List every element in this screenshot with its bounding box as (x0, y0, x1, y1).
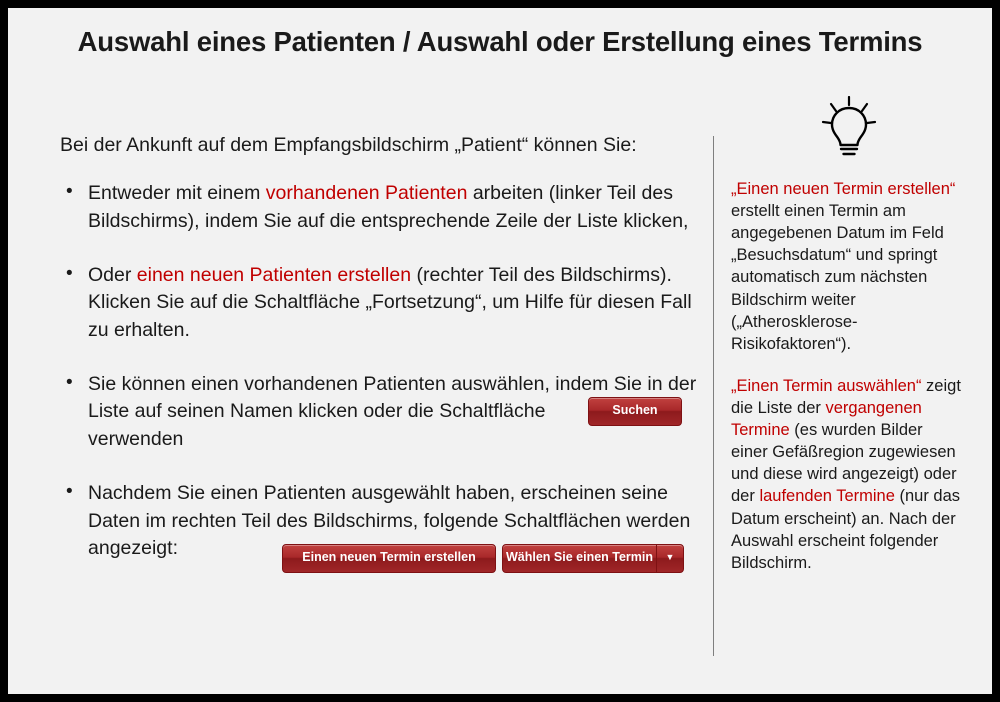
note-2-text-2: (es wurden Bilder einer Gefäßregion zugewiesen und diese wird angezeigt) oder der (731, 421, 957, 506)
note-2-lead-highlight: „Einen Termin auswählen“ (731, 376, 922, 395)
create-new-appointment-button[interactable]: Einen neuen Termin erstellen (282, 544, 496, 573)
select-appointment-label[interactable]: Wählen Sie einen Termin (503, 545, 657, 572)
bullet-2-text-after: (rechter Teil des Bildschirms). Klicken Sie auf die Schaltfläche „Fortsetzung“, um Hilfe für diesen Fall zu erhalten. (88, 263, 692, 342)
search-button[interactable]: Suchen (588, 397, 682, 426)
note-1-text: erstellt einen Termin am angegebenen Datum im Feld „Besuchsdatum“ und springt automatisch zum nächsten Bildschirm weiter („Atherosklerose-Risikofaktoren“). (731, 202, 944, 353)
slide-canvas (8, 8, 992, 694)
right-notes-column (731, 178, 963, 594)
bullet-4-text: Nachdem Sie einen Patienten ausgewählt haben, erscheinen seine Daten im rechten Teil des Bildschirms, folgende Schaltflächen werden angezeigt: (88, 481, 691, 560)
bullet-3-text-before: Sie können einen vorhandenen Patienten auswählen, indem Sie in der Liste auf seinen Namen klicken oder die Schaltfläche (88, 372, 697, 423)
note-1-highlight: „Einen neuen Termin erstellen“ (731, 180, 956, 198)
list-item (60, 262, 700, 345)
note-paragraph-1 (731, 178, 963, 355)
lightbulb-icon (816, 96, 882, 158)
list-item (60, 180, 700, 235)
vertical-divider (713, 136, 714, 656)
intro-text: Bei der Ankunft auf dem Empfangsbildschirm „Patient“ können Sie: (60, 134, 637, 156)
bullet-1-text-before: Entweder mit einem (88, 182, 266, 205)
note-2-text-3: (nur das Datum erscheint) an. Nach der Auswahl erscheint folgender Bildschirm. (731, 487, 961, 572)
note-2-highlight-1: vergangenen Termine (731, 398, 922, 440)
bullet-2-text-before: Oder (88, 263, 137, 286)
note-paragraph-2 (731, 375, 963, 574)
bullet-3-text-after: verwenden (88, 428, 184, 451)
bullet-1-highlight: vorhandenen Patienten (265, 182, 468, 205)
select-appointment-split-button[interactable] (502, 544, 684, 573)
note-2-highlight-2: laufenden Termine (759, 487, 895, 506)
left-content-column (60, 133, 700, 589)
page-title: Auswahl eines Patienten / Auswahl oder Erstellung eines Termins (77, 26, 923, 57)
note-2-text-1: zeigt die Liste der (731, 376, 961, 417)
bullet-1-text-after: arbeiten (linker Teil des Bildschirms), indem Sie auf die entsprechende Zeile der Liste klicken, (88, 182, 689, 233)
bullet-2-highlight: einen neuen Patienten erstellen (136, 263, 412, 286)
chevron-down-icon[interactable]: ▼ (665, 552, 675, 562)
